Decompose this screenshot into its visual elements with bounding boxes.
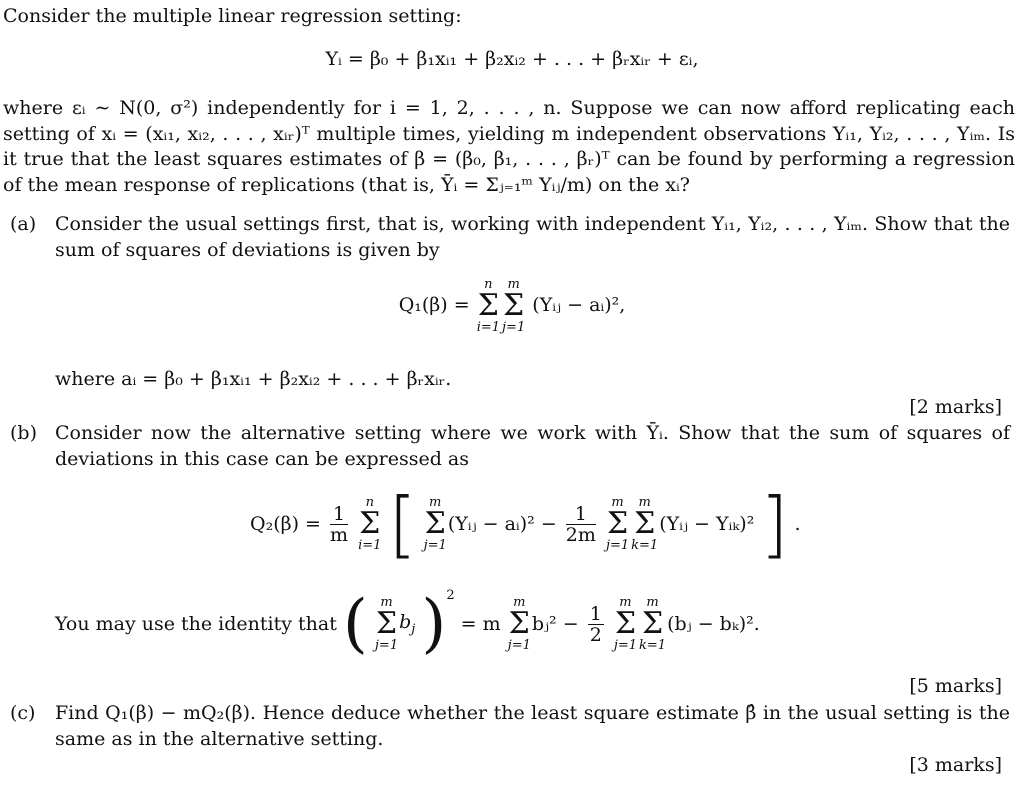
frac-1-over-m: $\frac{1}{m}$ (330, 502, 349, 546)
frac-1-over-2: $\frac{1}{2}$ (589, 602, 602, 646)
sum-j: m Σ j=1 (423, 495, 447, 553)
sum-k: m Σ k=1 (639, 595, 667, 653)
q2-lhs: Q₂(β) = (250, 513, 321, 535)
q2-term2: (Yᵢⱼ − Yᵢₖ)² (659, 513, 755, 535)
intro-paragraph: where εᵢ ∼ N(0, σ²) independently for i = 1, 2, . . . , n. Suppose we can now afford replicating each setting of xᵢ = (xᵢ₁, xᵢ₂, . . . , xᵢᵣ)ᵀ multiple times, yielding m independent observations Yᵢ₁, Yᵢ₂, . . . , Yᵢₘ. Is it true that the least squares estimates of β = (β₀, β₁, . . . , βᵣ)ᵀ can be found by performing a regression of the mean response of replications (that is, Ȳᵢ = Σⱼ₌₁ᵐ Yᵢⱼ/m) on the xᵢ? (3, 97, 1015, 196)
part-b-label: (b) (10, 422, 37, 444)
sum-k: m Σ k=1 (631, 495, 659, 553)
identity-tail: (bⱼ − bₖ)². (667, 613, 760, 635)
q1-lhs: Q₁(β) = (398, 294, 470, 316)
intro-line: Consider the multiple linear regression setting: (3, 5, 462, 27)
sum-i: n Σ i=1 (358, 495, 382, 553)
sum-j: m Σ j=1 (605, 495, 630, 553)
identity-intro: You may use the identity that (55, 613, 337, 635)
sum-j: m Σ j=1 (507, 595, 531, 653)
identity-bj2: bⱼ² − (531, 613, 579, 635)
sum-i: n Σ i=1 (476, 277, 501, 335)
identity-mid: = m (460, 613, 501, 635)
frac-1-over-2m: $\frac{1}{2m}$ (565, 502, 596, 546)
q1-body: (Yᵢⱼ − aᵢ)², (532, 294, 626, 316)
part-c (10, 701, 1010, 752)
part-a-text: Consider the usual settings first, that is, working with independent Yᵢ₁, Yᵢ₂, . . . , Yᵢₘ. Show that the sum of squares of deviations is given by (55, 213, 1010, 261)
sum-j: m Σ j=1 (613, 595, 638, 653)
q2-term1: (Yᵢⱼ − aᵢ)² − (447, 513, 557, 535)
sum-j: m Σ j=1 (374, 595, 399, 653)
q2-equation: Q₂(β) = $\frac{1}{m}$ n Σ i=1 [ m Σ j=1 (Yᵢⱼ − aᵢ)² − $\frac{1}{2m}$ m Σ j=1 m Σ k=1 (Yᵢⱼ − Yᵢₖ)² ] . (250, 482, 801, 566)
part-a (10, 212, 1010, 263)
part-c-label: (c) (10, 702, 36, 724)
part-b-text: Consider now the alternative setting where we work with Ȳᵢ. Show that the sum of squares of deviations in this case can be expressed as (55, 422, 1010, 470)
part-c-marks: [3 marks] (909, 754, 1002, 776)
part-c-text: Find Q₁(β) − mQ₂(β). Hence deduce whether the least square estimate β̂ in the usual setting is the same as in the alternative setting. (55, 702, 1010, 750)
part-a-marks: [2 marks] (909, 396, 1002, 418)
part-b-marks: [5 marks] (909, 675, 1002, 697)
part-b (10, 421, 1010, 472)
identity-line: You may use the identity that ( m Σ j=1 $b_j$ )$^2$ = m m Σ j=1 bⱼ² − $\frac{1}{2}$ m Σ j=1 m Σ k=1 (bⱼ − bₖ)². (55, 587, 760, 661)
model-equation: Yᵢ = β₀ + β₁xᵢ₁ + β₂xᵢ₂ + . . . + βᵣxᵢᵣ + εᵢ, (325, 48, 699, 70)
part-a-label: (a) (10, 213, 37, 235)
sum-j: m Σ j=1 (502, 277, 526, 335)
q1-equation (0, 278, 1024, 334)
part-a-where: where aᵢ = β₀ + β₁xᵢ₁ + β₂xᵢ₂ + . . . + βᵣxᵢᵣ. (55, 368, 452, 390)
